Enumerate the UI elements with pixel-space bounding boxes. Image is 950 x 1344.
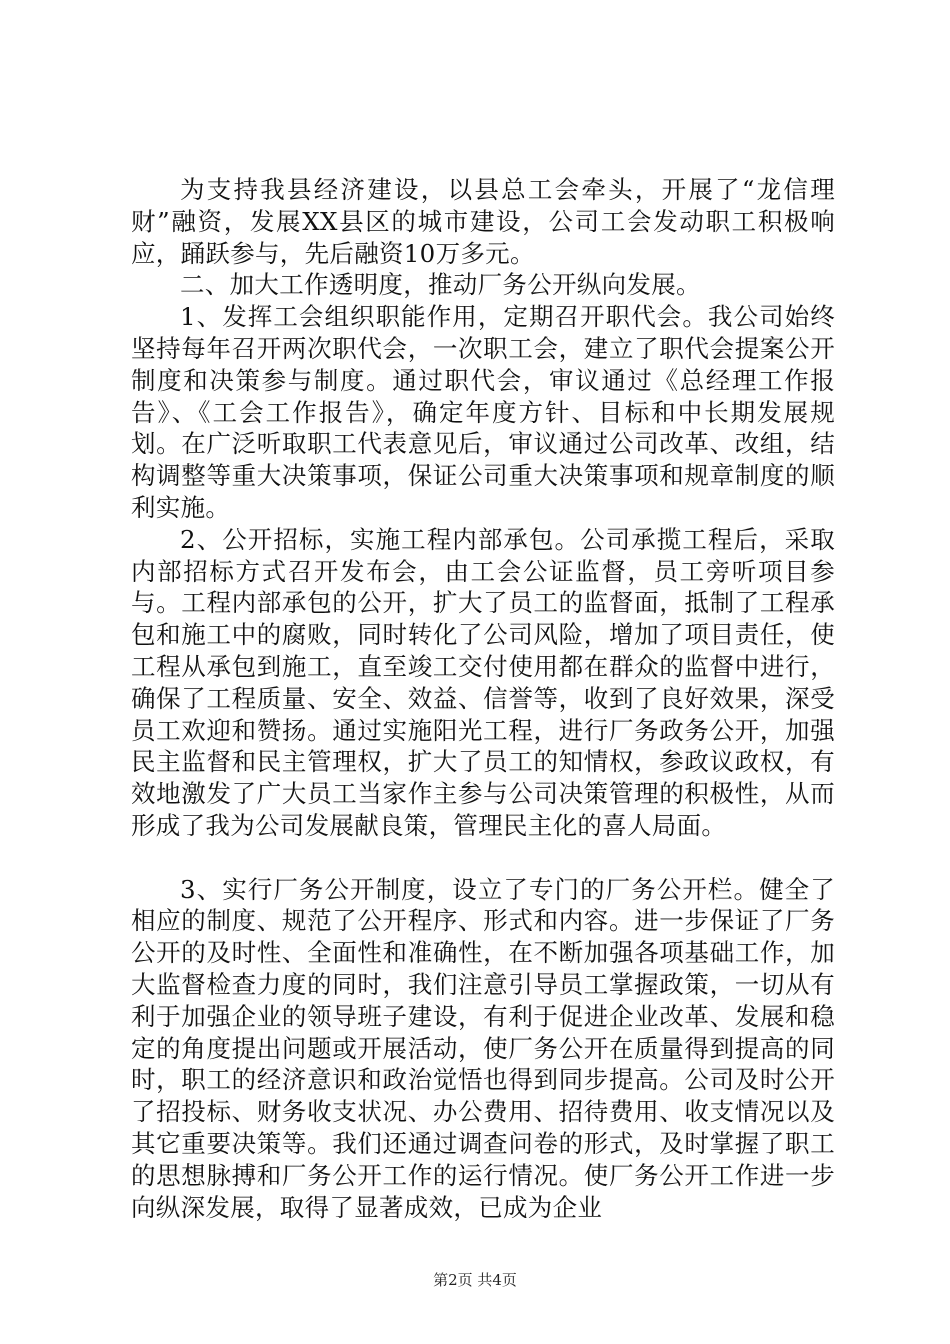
- document-body: [131, 174, 835, 1223]
- paragraph-disclosure-system: 3、实行厂务公开制度，设立了专门的厂务公开栏。健全了相应的制度、规范了公开程序、形式和内容。进一步保证了厂务公开的及时性、全面性和准确性，在不断加强各项基础工作，加大监督检查力度的同时，我们注意引导员工掌握政策，一切从有利于加强企业的领导班子建设，有利于促进企业改革、发展和稳定的角度提出问题或开展活动，使厂务公开在质量得到提高的同时，职工的经济意识和政治觉悟也得到同步提高。公司及时公开了招投标、财务收支状况、办公费用、招待费用、收支情况以及其它重要决策等。我们还通过调查问卷的形式，及时掌握了职工的思想脉搏和厂务公开工作的运行情况。使厂务公开工作进一步向纵深发展，取得了显著成效，已成为企业: [131, 874, 835, 1222]
- paragraph-financing: 为支持我县经济建设，以县总工会牵头，开展了“龙信理财”融资，发展XX县区的城市建设，公司工会发动职工积极响应，踊跃参与，先后融资10万多元。: [131, 175, 835, 268]
- section-heading-transparency: 二、加大工作透明度，推动厂务公开纵向发展。: [180, 270, 701, 300]
- page-footer: 第2页 共4页: [433, 1271, 517, 1289]
- paragraph-workers-congress: 1、发挥工会组织职能作用，定期召开职代会。我公司始终坚持每年召开两次职代会，一次职工会，建立了职代会提案公开制度和决策参与制度。通过职代会，审议通过《总经理工作报告》、《工会工作报告》，确定年度方针、目标和中长期发展规划。在广泛听取职工代表意见后，审议通过公司改革、改组，结构调整等重大决策事项，保证公司重大决策事项和规章制度的顺利实施。: [131, 302, 835, 522]
- paragraph-public-bidding: 2、公开招标，实施工程内部承包。公司承揽工程后，采取内部招标方式召开发布会，由工会公证监督，员工旁听项目参与。工程内部承包的公开，扩大了员工的监督面，抵制了工程承包和施工中的腐败，同时转化了公司风险，增加了项目责任，使工程从承包到施工，直至竣工交付使用都在群众的监督中进行，确保了工程质量、安全、效益、信誉等，收到了良好效果，深受员工欢迎和赞扬。通过实施阳光工程，进行厂务政务公开，加强民主监督和民主管理权，扩大了员工的知情权，参政议政权，有效地激发了广大员工当家作主参与公司决策管理的积极性，从而形成了我为公司发展献良策，管理民主化的喜人局面。: [131, 524, 835, 840]
